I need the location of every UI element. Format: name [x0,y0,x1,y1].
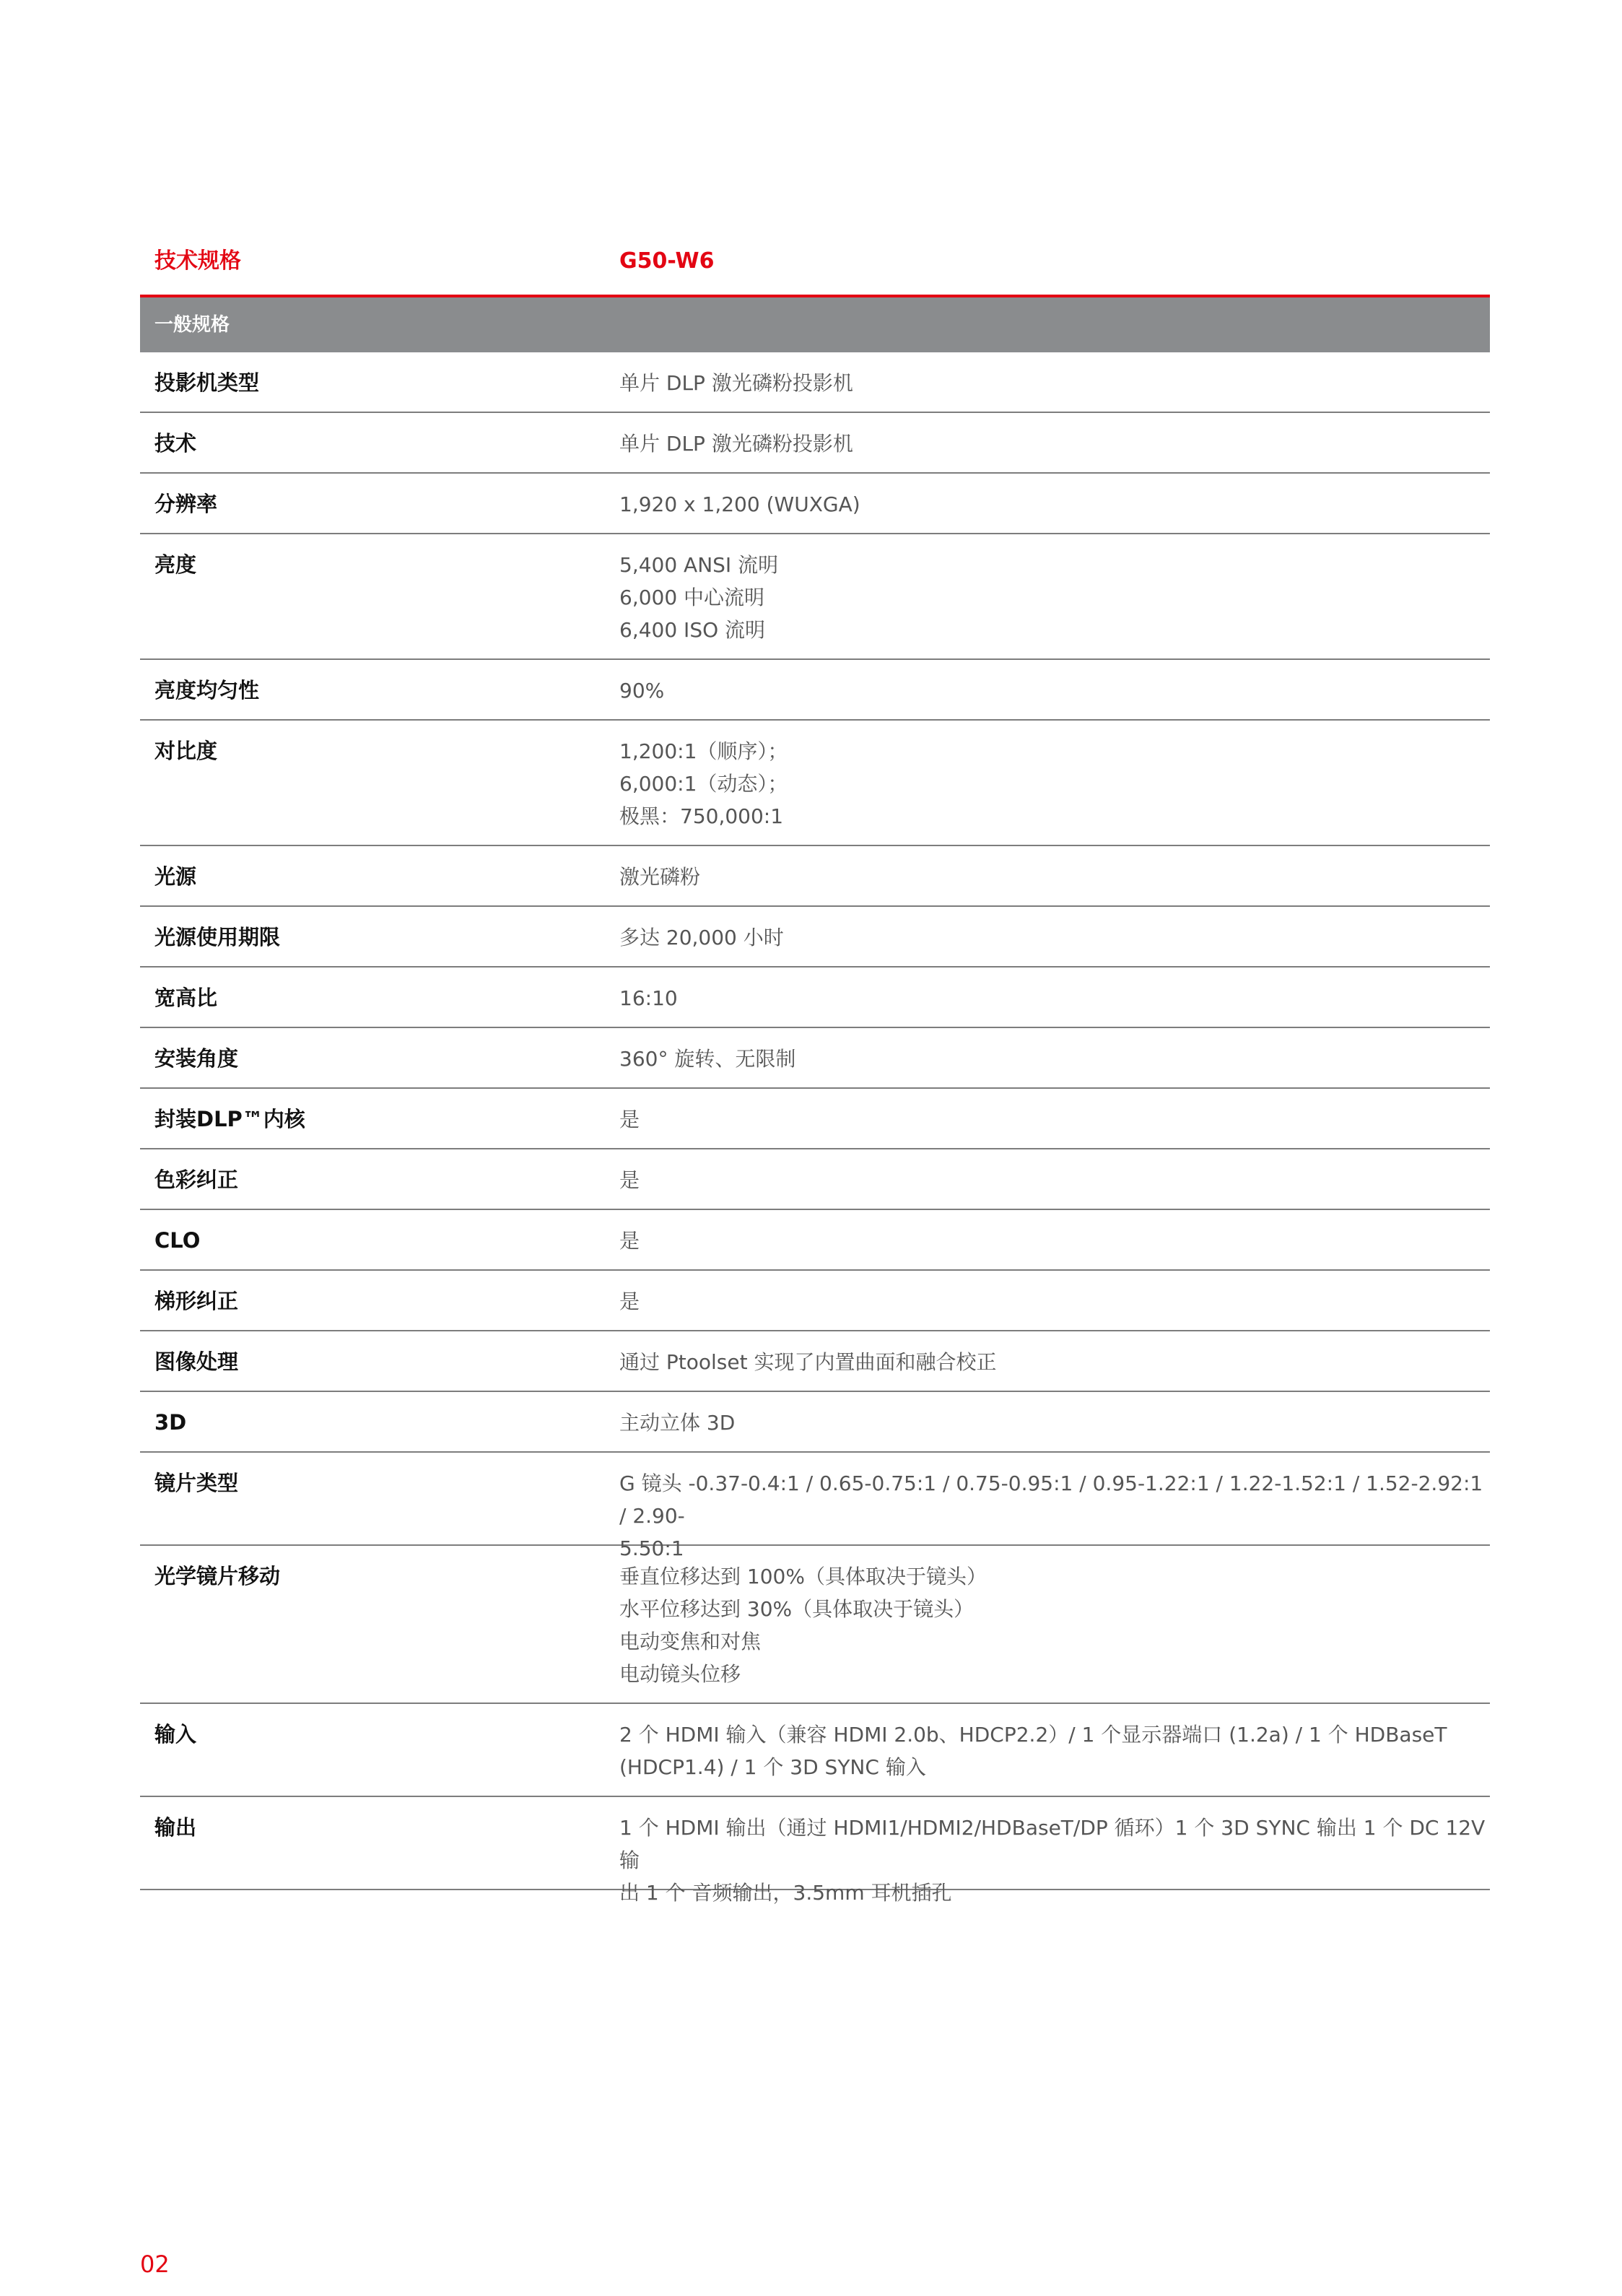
spec-row-lens-shift [140,1546,1490,1704]
spec-row-resolution [140,474,1490,534]
spec-value: 是 [619,1108,640,1131]
spec-label: 光源 [154,864,197,889]
page-number: 02 [140,2251,170,2278]
spec-value: 单片 DLP 激光磷粉投影机 [619,432,853,456]
spec-label: 分辨率 [154,492,218,516]
spec-label: 3D [154,1410,187,1435]
spec-value: 单片 DLP 激光磷粉投影机 [619,371,853,395]
spec-row-image-processing [140,1331,1490,1392]
spec-label: 输入 [154,1722,197,1747]
spec-row-light-source-life [140,907,1490,967]
spec-row-projector-type [140,352,1490,413]
spec-row-brightness [140,534,1490,660]
spec-row-light-source [140,846,1490,907]
spec-row-technology [140,413,1490,474]
spec-value: 1 个 HDMI 输出（通过 HDMI1/HDMI2/HDBaseT/DP 循环）1 个 3D SYNC 输出 1 个 DC 12V 输 出 1 个 音频输出，3.5mm 耳机插孔 [619,1816,1486,1905]
spec-row-aspect-ratio [140,967,1490,1028]
model-name: G50-W6 [619,248,715,274]
spec-label: 输出 [154,1815,197,1840]
spec-value: 是 [619,1229,640,1253]
spec-row-installation-angle [140,1028,1490,1089]
spec-label: 亮度均匀性 [154,678,260,703]
spec-header-label: 技术规格 [154,248,241,274]
spec-label: 对比度 [154,739,218,763]
section-header-general [140,297,1490,352]
spec-row-color-correction [140,1149,1490,1210]
spec-label: CLO [154,1228,201,1253]
spec-label: 投影机类型 [154,370,260,395]
spec-value: 是 [619,1290,640,1313]
spec-label: 色彩纠正 [154,1167,239,1192]
spec-value: 垂直位移达到 100%（具体取决于镜头） 水平位移达到 30%（具体取决于镜头） 电动变焦和对焦 电动镜头位移 [619,1565,987,1686]
spec-label: 镜片类型 [154,1471,239,1495]
spec-label: 光源使用期限 [154,925,281,949]
spec-value: G 镜头 -0.37-0.4:1 / 0.65-0.75:1 / 0.75-0.95:1 / 0.95-1.22:1 / 1.22-1.52:1 / 1.52-2.92:1 / 2.90- 5.50:1 [619,1471,1483,1560]
spec-table-header [140,238,1490,297]
spec-value: 2 个 HDMI 输入（兼容 HDMI 2.0b、HDCP2.2）/ 1 个显示器端口 (1.2a) / 1 个 HDBaseT (HDCP1.4) / 1 个 3D SYNC 输入 [619,1723,1447,1779]
spec-row-contrast [140,721,1490,846]
spec-label: 梯形纠正 [154,1289,239,1313]
spec-row-keystone-correction [140,1271,1490,1331]
spec-value: 16:10 [619,986,678,1010]
spec-row-outputs [140,1797,1490,1905]
spec-label: 安装角度 [154,1046,239,1071]
spec-row-inputs [140,1704,1490,1797]
spec-label: 技术 [154,431,197,456]
spec-value: 1,920 x 1,200 (WUXGA) [619,492,860,516]
spec-row-clo [140,1210,1490,1271]
spec-value: 5,400 ANSI 流明 6,000 中心流明 6,400 ISO 流明 [619,553,779,642]
spec-label: 宽高比 [154,986,218,1010]
spec-row-lens-type [140,1453,1490,1560]
spec-value: 90% [619,679,665,703]
spec-label: 光学镜片移动 [154,1564,281,1588]
spec-value: 是 [619,1168,640,1192]
spec-row-sealed-dlp-core [140,1089,1490,1149]
spec-sheet [140,238,1490,1905]
spec-row-brightness-uniformity [140,660,1490,721]
spec-value: 360° 旋转、无限制 [619,1047,796,1071]
spec-label: 封装DLP™内核 [154,1107,305,1131]
spec-row-3d [140,1392,1490,1453]
spec-value: 主动立体 3D [619,1411,736,1435]
spec-value: 1,200:1（顺序）； 6,000:1（动态）； 极黑：750,000:1 [619,739,788,828]
spec-value: 通过 Ptoolset 实现了内置曲面和融合校正 [619,1350,997,1374]
section-title: 一般规格 [154,314,230,336]
spec-value: 多达 20,000 小时 [619,926,784,949]
spec-label: 图像处理 [154,1349,239,1374]
spec-value: 激光磷粉 [619,865,701,889]
spec-label: 亮度 [154,552,197,577]
